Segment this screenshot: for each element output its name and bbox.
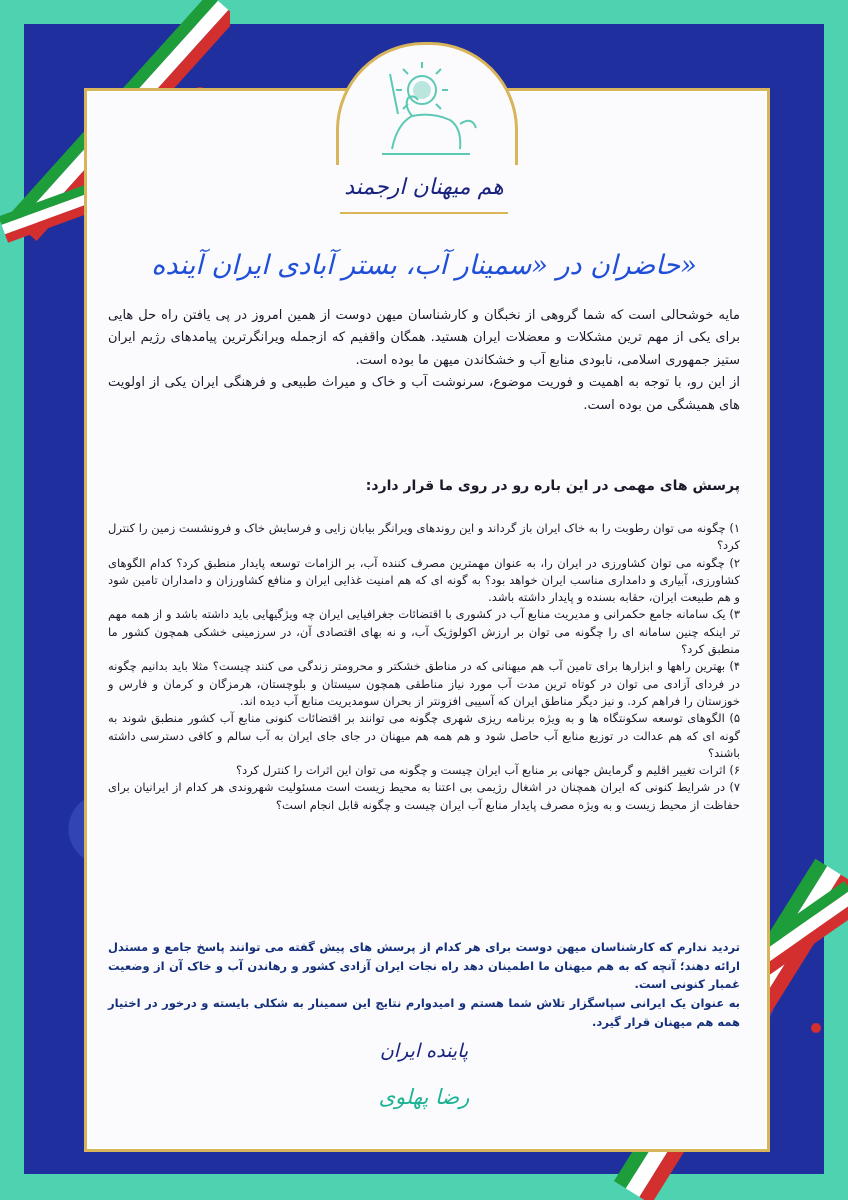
closing-text — [108, 938, 740, 1032]
questions-heading: پرسش های مهمی در این باره رو در روی ما قرار دارد: — [365, 478, 740, 494]
questions-list — [108, 520, 740, 814]
question-item: ۷) در شرایط کنونی که ایران همچنان در اشغال رژیمی بی اعتنا به محیط زیست است مسئولیت شهروندی هر کدام از ایرانیان برای حفاظت از محیط زیست و به ویژه مصرف پایدار منابع آب ایران چیست و چگونه قابل انجام است؟ — [108, 780, 740, 812]
page-title: حاضران در «سمینار آب، بستر آبادی ایران آینده» — [151, 250, 697, 281]
intro-paragraph: از این رو، با توجه به اهمیت و فوریت موضوع، سرنوشت آب و خاک و میراث طبیعی و فرهنگی ایران یکی از اولویت های همیشگی من بوده است. — [108, 375, 740, 413]
signature: رضا پهلوی — [378, 1085, 470, 1109]
question-item: ۲) چگونه می توان کشاورزی در ایران را، به عنوان مهمترین مصرف کننده آب، بر الزامات توسعه پایدار منطبق کرد؟ کدام الگوهای کشاورزی، آبیاری و دامداری مناسب ایران خواهد بود؟ به گونه ای که هم امنیت غذایی ایران و منافع کشاورزان و دامداران تامین شود و هم طبیعت ایران، حقابه بسنده و پایدار داشته باشد. — [108, 555, 740, 605]
signoff-motto: پاینده ایران — [379, 1040, 469, 1062]
greeting-divider — [340, 212, 508, 214]
question-item: ۱) چگونه می توان رطوبت را به خاک ایران باز گرداند و این روندهای ویرانگر بیابان زایی و فرسایش خاک و فرونشست زمین را کنترل کرد؟ — [108, 521, 740, 553]
question-item: ۵) الگوهای توسعه سکونتگاه ها و به ویژه برنامه ریزی شهری چگونه می توانند بر اقتضائات کنونی منابع آب کشور منطبق شوند به گونه ای که هم عدالت در توزیع منابع آب حاصل شود و هم همه هم میهنان در جای جای ایران به آب سالم و کافی دسترسی داشته باشند؟ — [108, 711, 740, 760]
closing-paragraph: به عنوان یک ایرانی سپاسگزار تلاش شما هستم و امیدوارم نتایج این سمینار به شکلی بایسته و درخور در اختیار همه هم میهنان قرار گیرد. — [108, 996, 740, 1029]
flag-emblem-icon — [811, 1023, 821, 1033]
closing-paragraph: تردید ندارم که کارشناسان میهن دوست برای هر کدام از پرسش های پیش گفته می توانند پاسخ جامع و مستدل ارائه دهند؛ آنچه که به هم میهنان ما اطمینان دهد راه نجات ایران آزادی کشور و رهاندن آب و خاک آن از وضعیت غمبار کنونی است. — [108, 940, 740, 992]
question-item: ۶) اثرات تغییر اقلیم و گرمایش جهانی بر منابع آب ایران چیست و چگونه می توان این اثرات را کنترل کرد؟ — [235, 763, 740, 778]
greeting: هم میهنان ارجمند — [344, 175, 504, 200]
intro-text — [108, 305, 740, 417]
question-item: ۳) یک سامانه جامع حکمرانی و مدیریت منابع آب در کشوری با اقتضائات جغرافیایی ایران چه ویژگیهایی باید داشته باشد و از همه مهم تر اینکه چنین سامانه ای را چگونه می توان بر ارزش اکولوژیک آب، و نه بهای اقتصادی آن، در سرزمینی خشکی همچون کشور ما منطبق کرد؟ — [108, 607, 740, 657]
intro-paragraph: مایه خوشحالی است که شما گروهی از نخبگان و کارشناسان میهن دوست از همین امروز در پی یافتن راه حل هایی برای یکی از مهم ترین مشکلات و معضلات ایران هستید. همگان واقفیم که ازجمله ویرانگرترین پیامدهای رژیم ایران ستیز جمهوری اسلامی، نابودی منابع آب و خشکاندن میهن ما بوده است. — [108, 308, 740, 368]
lion-and-sun-icon — [352, 54, 496, 164]
question-item: ۴) بهترین راهها و ابزارها برای تامین آب هم میهنانی که در مناطق خشکتر و محرومتر زندگی می کنند چیست؟ مثلا باید بدانیم چگونه در فردای آزادی می توان در کوتاه ترین مدت آب مورد نیاز مناطقی همچون سیستان و بلوچستان، هرمزگان و کرمان و فارس و خوزستان را فراهم کرد. و نیز دیگر مناطق ایران که آسیبی افزونتر از بحران سومدیریت منابع آب دیده اند. — [108, 659, 740, 708]
